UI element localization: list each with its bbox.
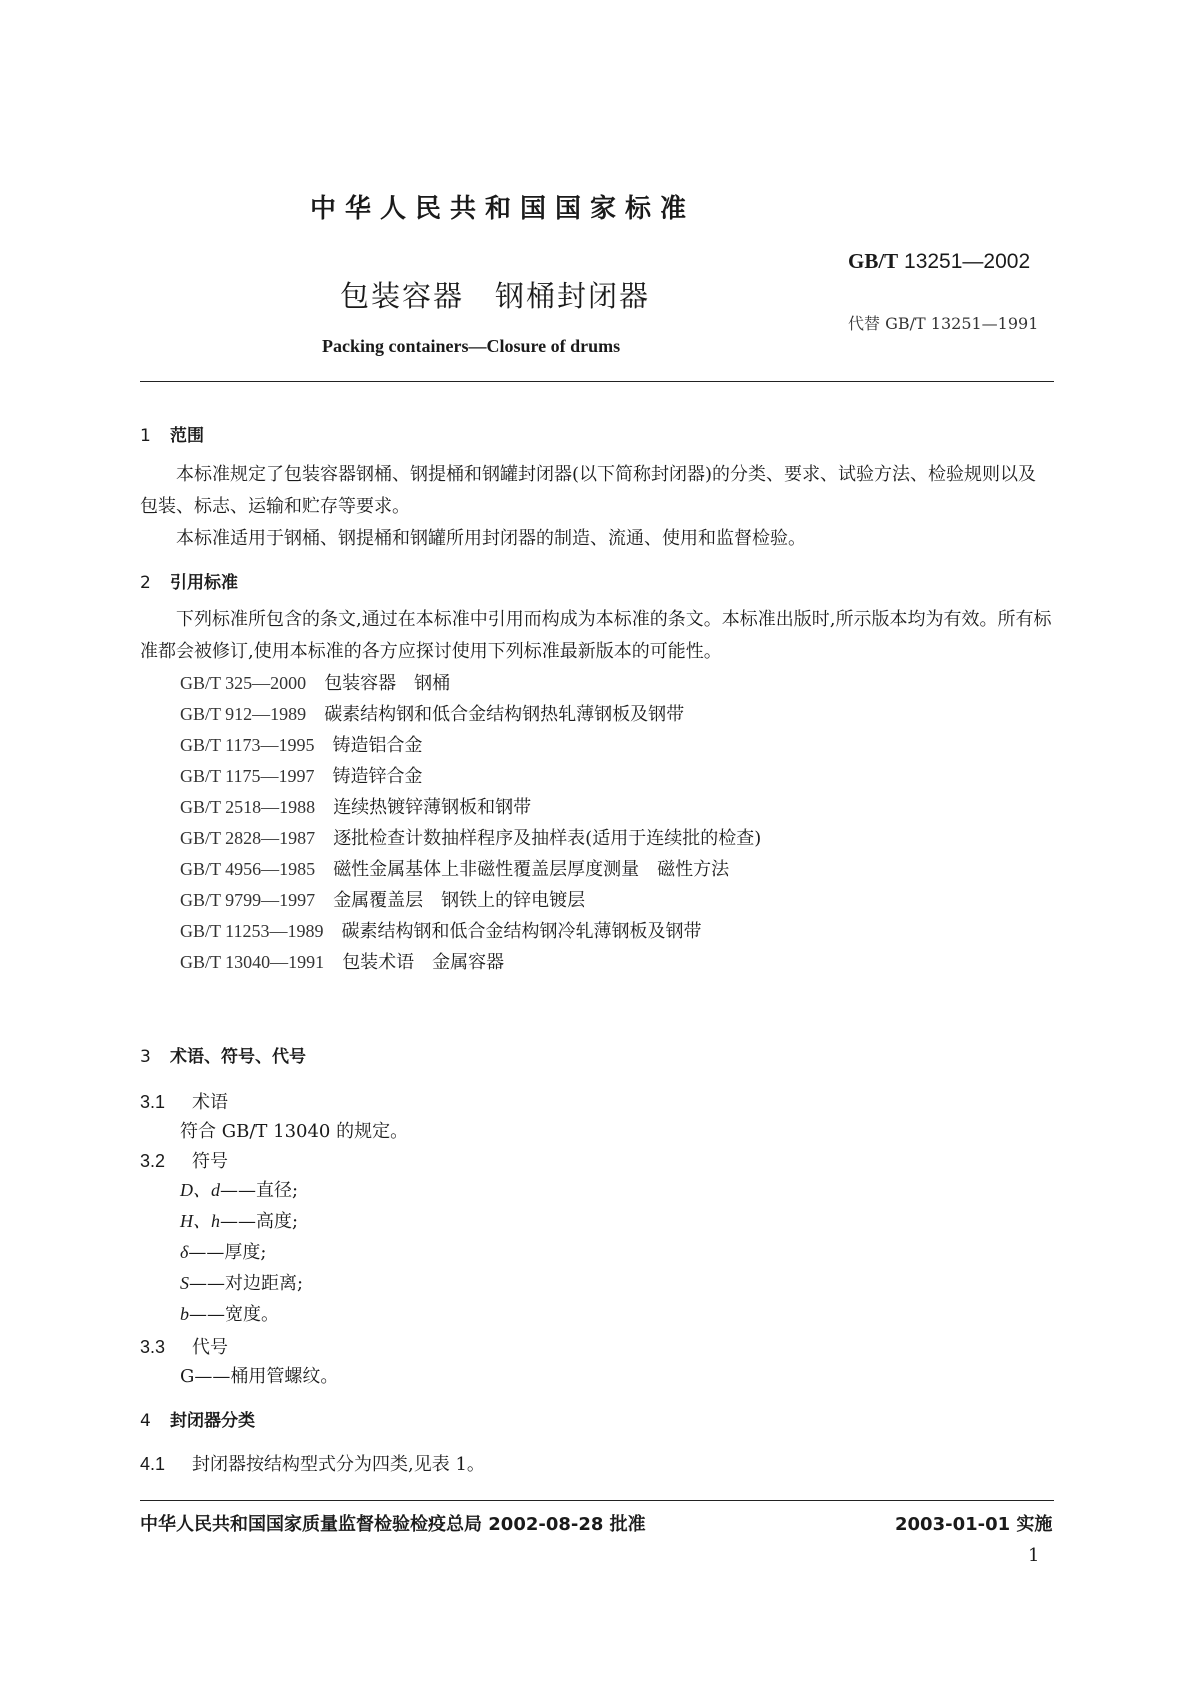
subsection-title: 术语: [192, 1092, 228, 1113]
reference-title: 铸造锌合金: [332, 766, 423, 787]
reference-code: GB/T 9799—1997: [180, 890, 316, 910]
reference-code: GB/T 11253—1989: [180, 921, 324, 941]
reference-item: [180, 854, 761, 885]
symbol: H、h: [180, 1211, 220, 1231]
reference-title: 碳素结构钢和低合金结构钢冷轧薄钢板及钢带: [341, 921, 702, 942]
reference-code: GB/T 1175—1997: [180, 766, 315, 786]
standard-number-value: 13251—2002: [898, 250, 1031, 273]
reference-code: GB/T 4956—1985: [180, 859, 316, 879]
symbol-description: ——直径;: [220, 1180, 299, 1201]
reference-item: [180, 730, 761, 761]
section-1-body: [140, 459, 1054, 555]
effective-date: 2003-01-01 实施: [895, 1514, 1053, 1535]
symbol-list: [180, 1175, 303, 1330]
reference-code: GB/T 2828—1987: [180, 828, 316, 848]
section-2-heading: [140, 568, 238, 593]
symbol-item: [180, 1206, 303, 1237]
reference-code: GB/T 2518—1988: [180, 797, 316, 817]
section-1-heading: [140, 421, 204, 446]
reference-list: [180, 668, 761, 978]
section-title: 封闭器分类: [170, 1411, 255, 1431]
approval-statement: 中华人民共和国国家质量监督检验检疫总局 2002-08-28 批准: [140, 1514, 646, 1535]
subsection-text: 封闭器按结构型式分为四类,见表 1。: [192, 1454, 485, 1475]
paragraph: 下列标准所包含的条文,通过在本标准中引用而构成为本标准的条文。本标准出版时,所示版本均为有效。所有标准都会被修订,使用本标准的各方应探讨使用下列标准最新版本的可能性。: [140, 609, 1052, 662]
section-title: 术语、符号、代号: [170, 1047, 306, 1067]
section-2-body: [140, 604, 1054, 668]
symbol-description: ——宽度。: [189, 1304, 279, 1325]
page-number: 1: [1028, 1545, 1040, 1566]
title-chinese: 包装容器 钢桶封闭器: [340, 279, 651, 313]
symbol: D、d: [180, 1180, 220, 1200]
section-number: 3: [140, 1047, 151, 1067]
subsection-number: 3.2: [140, 1151, 166, 1171]
reference-title: 磁性金属基体上非磁性覆盖层厚度测量 磁性方法: [333, 859, 730, 880]
reference-title: 碳素结构钢和低合金结构钢热轧薄钢板及钢带: [324, 704, 685, 725]
subsection-3-1-heading: [140, 1088, 228, 1114]
reference-code: GB/T 13040—1991: [180, 952, 325, 972]
reference-item: [180, 699, 761, 730]
replaces-standard: 代替 GB/T 13251—1991: [848, 314, 1039, 333]
symbol-description: ——对边距离;: [189, 1273, 304, 1294]
reference-title: 金属覆盖层 钢铁上的锌电镀层: [333, 890, 586, 911]
section-4-heading: [140, 1406, 255, 1431]
reference-item: [180, 947, 761, 978]
subsection-3-3-heading: [140, 1333, 228, 1359]
symbol: b: [180, 1304, 189, 1324]
section-number: 1: [140, 426, 151, 446]
reference-item: [180, 792, 761, 823]
subsection-number: 3.3: [140, 1337, 166, 1357]
reference-item: [180, 761, 761, 792]
symbol-item: [180, 1299, 303, 1330]
symbol-item: [180, 1175, 303, 1206]
paragraph: 本标准规定了包装容器钢桶、钢提桶和钢罐封闭器(以下简称封闭器)的分类、要求、试验方法、检验规则以及包装、标志、运输和贮存等要求。: [140, 464, 1037, 517]
footer-divider: [140, 1500, 1054, 1501]
subsection-number: 4.1: [140, 1454, 166, 1474]
section-title: 引用标准: [170, 573, 238, 593]
subsection-3-3-text: G——桶用管螺纹。: [180, 1366, 339, 1387]
paragraph: 本标准适用于钢桶、钢提桶和钢罐所用封闭器的制造、流通、使用和监督检验。: [176, 528, 806, 549]
subsection-title: 代号: [192, 1337, 228, 1358]
subsection-3-2-heading: [140, 1147, 228, 1173]
symbol-item: [180, 1237, 303, 1268]
reference-title: 连续热镀锌薄钢板和钢带: [333, 797, 532, 818]
symbol-item: [180, 1268, 303, 1299]
symbol: S: [180, 1273, 189, 1293]
section-number: 2: [140, 573, 151, 593]
section-number: 4: [140, 1411, 151, 1431]
reference-title: 包装容器 钢桶: [324, 673, 451, 694]
reference-code: GB/T 912—1989: [180, 704, 307, 724]
title-english: Packing containers—Closure of drums: [322, 336, 621, 356]
header-divider: [140, 381, 1054, 382]
symbol: δ: [180, 1242, 189, 1262]
reference-item: [180, 885, 761, 916]
reference-title: 包装术语 金属容器: [342, 952, 505, 973]
reference-item: [180, 668, 761, 699]
reference-title: 逐批检查计数抽样程序及抽样表(适用于连续批的检查): [333, 828, 762, 849]
reference-code: GB/T 1173—1995: [180, 735, 315, 755]
section-3-heading: [140, 1042, 306, 1067]
symbol-description: ——厚度;: [188, 1242, 267, 1263]
national-standard-heading: 中华人民共和国国家标准: [310, 194, 696, 224]
subsection-number: 3.1: [140, 1092, 166, 1112]
symbol-description: ——高度;: [220, 1211, 299, 1232]
standard-prefix: GB/T: [848, 249, 899, 273]
subsection-3-1-text: 符合 GB/T 13040 的规定。: [180, 1121, 409, 1142]
subsection-4-1: [140, 1450, 485, 1476]
section-title: 范围: [170, 426, 204, 446]
reference-code: GB/T 325—2000: [180, 673, 307, 693]
reference-title: 铸造铝合金: [332, 735, 423, 756]
reference-item: [180, 916, 761, 947]
standard-number: [848, 249, 1030, 274]
reference-item: [180, 823, 761, 854]
subsection-title: 符号: [192, 1151, 228, 1172]
